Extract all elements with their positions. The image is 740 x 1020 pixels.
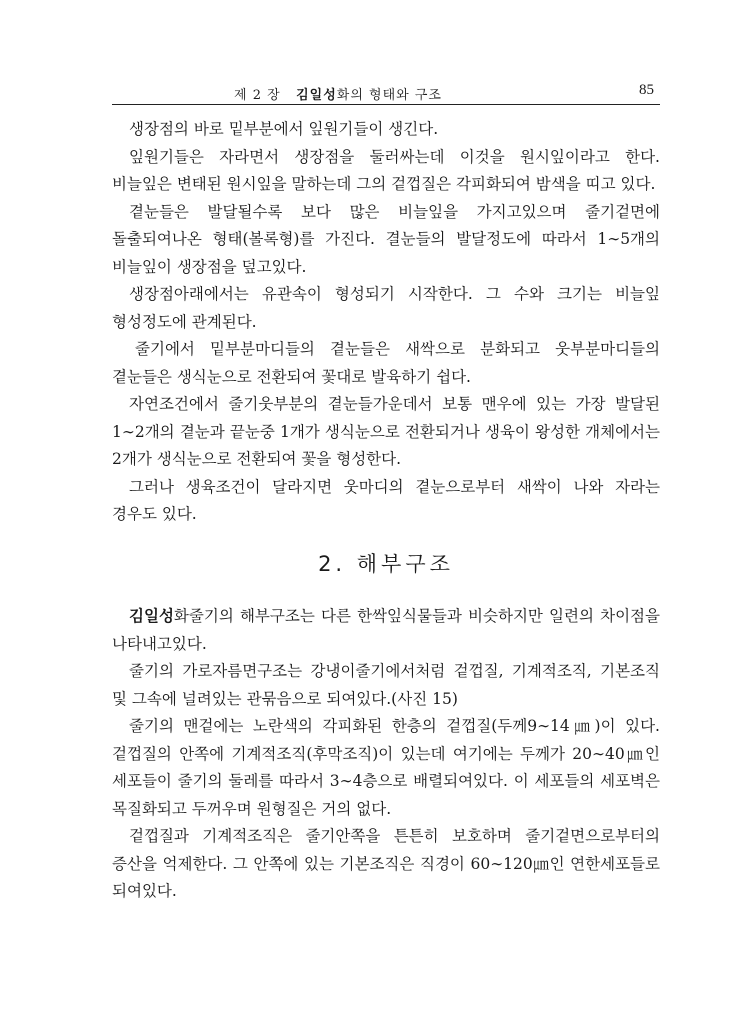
page-number: 85 [639,82,654,98]
intro-text: 화줄기의 해부구조는 다른 한싹잎식물들과 비슷하지만 일련의 차이점을 나타내고있다. [112,607,660,653]
header-title [112,84,564,103]
paragraph: 곁눈들은 발달될수록 보다 많은 비늘잎을 가지고있으며 줄기겉면에 돌출되여나온 형태(볼록형)를 가진다. 결눈들의 발달정도에 따라서 1∼5개의 비늘잎이 생장점을 덮고있다. [112,202,660,276]
paragraph: 자연조건에서 줄기웃부분의 곁눈들가운데서 보통 맨우에 있는 가장 발달된 1∼2개의 곁눈과 끝눈중 1개가 생식눈으로 전환되거나 생육이 왕성한 개체에서는 2개가 생식눈으로 전환되여 꽃을 형성한다. [112,395,660,468]
paragraph: 줄기의 가로자름면구조는 강냉이줄기에서처럼 겉껍질, 기계적조직, 기본조직 및 그속에 널려있는 관묶음으로 되여있다.(사진 15) [112,662,660,708]
paragraph: 줄기의 맨겉에는 노란색의 각피화된 한층의 겉껍질(두께9∼14㎛)이 있다. 겉껍질의 안쪽에 기계적조직(후막조직)이 있는데 여기에는 두께가 20∼40㎛인 세포들이 줄기의 둘레를 따라서 3∼4층으로 배렬되여있다. 이 세포들의 세포벽은 목질화되고 두꺼우며 원형질은 거의 없다. [112,717,660,818]
paragraph: 생장점아래에서는 유관속이 형성되기 시작한다. 그 수와 크기는 비늘잎 형성정도에 관계된다. [112,285,660,331]
paragraph: 줄기에서 밑부분마디들의 곁눈들은 새싹으로 분화되고 웃부분마디들의 곁눈들은 생식눈으로 전환되여 꽃대로 발육하기 쉽다. [112,340,660,386]
paragraph: 생장점의 바로 밑부분에서 잎원기들이 생긴다. [129,120,439,138]
section-heading: 2. 해부구조 [318,551,454,576]
header-title-rest: 화의 형태와 구조 [336,88,442,103]
paragraph: 잎원기들은 자라면서 생장점을 둘러싸는데 이것을 원시잎이라고 한다. 비늘잎은 변태된 원시잎을 말하는데 그의 겉껍질은 각피화되여 밤색을 띠고 있다. [112,147,660,193]
section-intro-paragraph [112,602,660,658]
chapter-label: 제 2 장 [234,88,281,103]
paragraph: 그러나 생육조건이 달라지면 웃마디의 곁눈으로부터 새싹이 나와 자라는 경우도 있다. [112,477,660,523]
paragraph: 겉껍질과 기계적조직은 줄기안쪽을 튼튼히 보호하며 줄기겉면으로부터의 증산을 억제한다. 그 안쪽에 있는 기본조직은 직경이 60∼120㎛인 연한세포들로 되여있다. [112,827,660,900]
intro-bold-name: 김일성 [129,606,174,625]
header-title-bold: 김일성 [296,88,337,103]
body-text [112,116,660,906]
running-header [112,82,660,105]
